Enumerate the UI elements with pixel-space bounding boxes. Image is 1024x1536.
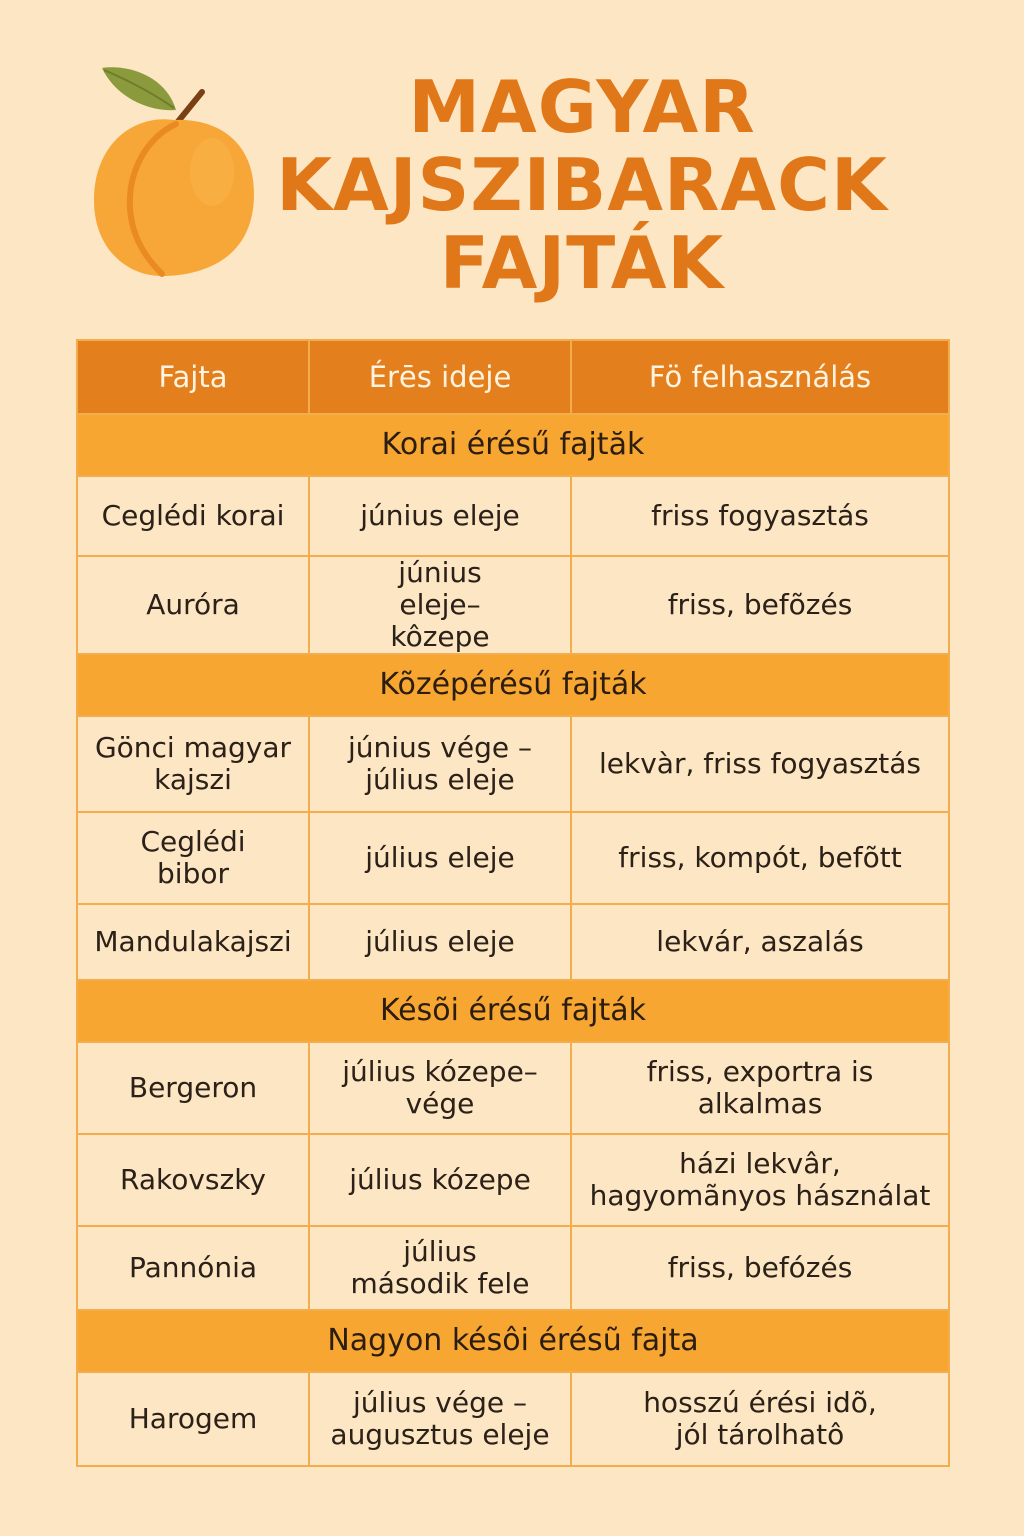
section-title: Kõzépérésű fajták	[77, 654, 949, 716]
section-title: Korai érésű fajtăk	[77, 414, 949, 476]
column-header-main-use: Fö felhasználás	[571, 340, 949, 414]
fruit-icon	[94, 119, 254, 276]
cell-main-use: hosszú érési idõ, jól tárolhatô	[571, 1372, 949, 1466]
cell-main-use: lekvár, aszalás	[571, 904, 949, 980]
section-row-late	[77, 980, 949, 1042]
cell-variety: Mandulakajszi	[77, 904, 309, 980]
cell-ripening-time: július kózepe	[309, 1134, 571, 1226]
table-header-row	[77, 340, 949, 414]
cell-ripening-time: június vége – július eleje	[309, 716, 571, 812]
table-row	[77, 812, 949, 904]
section-row-very-late	[77, 1310, 949, 1372]
cell-ripening-time: július vége – augusztus eleje	[309, 1372, 571, 1466]
section-title: Késõi érésű fajták	[77, 980, 949, 1042]
title-line-3: FAJTÁK	[439, 221, 725, 305]
cell-variety: Auróra	[77, 556, 309, 654]
cell-main-use: friss fogyasztás	[571, 476, 949, 556]
table-row	[77, 556, 949, 654]
cell-ripening-time: július második fele	[309, 1226, 571, 1310]
cell-main-use: lekvàr, friss fogyasztás	[571, 716, 949, 812]
title-line-1: MAGYAR	[408, 65, 756, 149]
section-row-mid	[77, 654, 949, 716]
apricot-icon	[88, 62, 260, 284]
cell-variety: Gönci magyar kajszi	[77, 716, 309, 812]
stem-icon	[176, 92, 202, 124]
table-row	[77, 1042, 949, 1134]
cell-main-use: friss, exportra is alkalmas	[571, 1042, 949, 1134]
table-row	[77, 716, 949, 812]
table-row	[77, 904, 949, 980]
cell-main-use: friss, kompót, befõtt	[571, 812, 949, 904]
cell-main-use: házi lekvâr, hagyomãnyos hásználat	[571, 1134, 949, 1226]
section-title: Nagyon késôi érésũ fajta	[77, 1310, 949, 1372]
cell-ripening-time: július eleje	[309, 904, 571, 980]
section-row-early	[77, 414, 949, 476]
table-row	[77, 1372, 949, 1466]
cell-variety: Rakovszky	[77, 1134, 309, 1226]
cell-main-use: friss, befózés	[571, 1226, 949, 1310]
leaf-icon	[102, 67, 176, 110]
page-title	[262, 65, 902, 305]
table-row	[77, 1134, 949, 1226]
cell-variety: Ceglédi korai	[77, 476, 309, 556]
cell-variety: Pannónia	[77, 1226, 309, 1310]
title-line-2: KAJSZIBARACK	[276, 143, 888, 227]
cell-variety: Harogem	[77, 1372, 309, 1466]
cell-ripening-time: július kózepe–vége	[309, 1042, 571, 1134]
cell-variety: Ceglédi bibor	[77, 812, 309, 904]
column-header-variety: Fajta	[77, 340, 309, 414]
apricot-varieties-table	[76, 339, 950, 1467]
cell-variety: Bergeron	[77, 1042, 309, 1134]
cell-ripening-time: június eleje–kôzepe	[309, 556, 571, 654]
cell-ripening-time: június eleje	[309, 476, 571, 556]
table-row	[77, 476, 949, 556]
table-row	[77, 1226, 949, 1310]
cell-ripening-time: július eleje	[309, 812, 571, 904]
column-header-ripening-time: Érēs ideje	[309, 340, 571, 414]
cell-main-use: friss, befõzés	[571, 556, 949, 654]
